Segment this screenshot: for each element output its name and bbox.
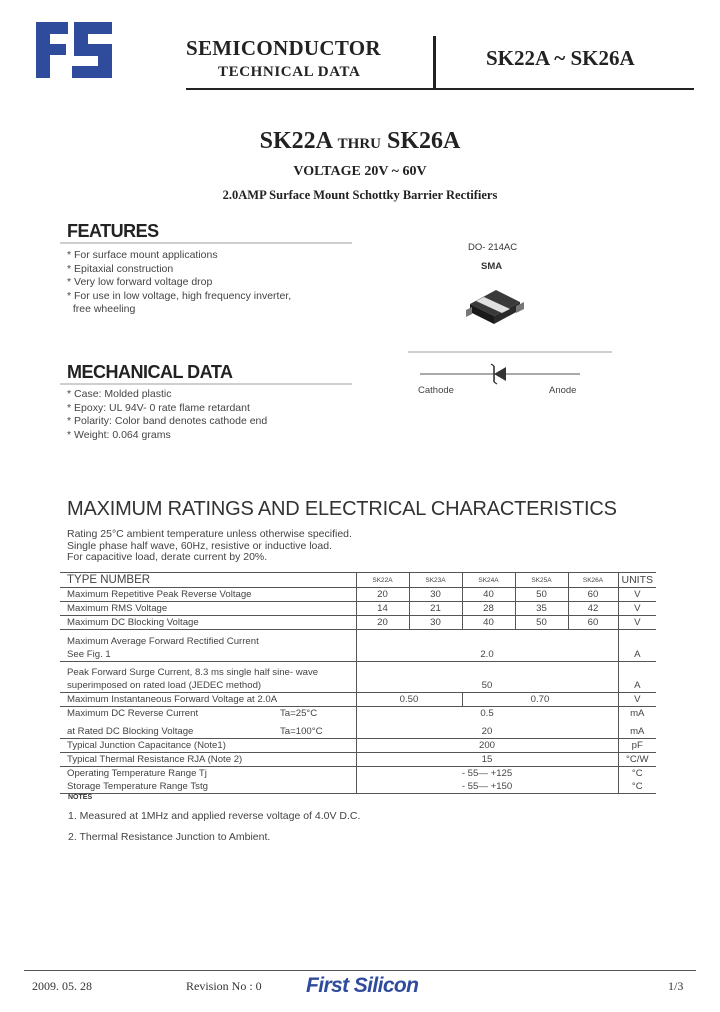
note-1: 1. Measured at 1MHz and applied reverse voltage of 4.0V D.C. (68, 810, 361, 822)
type-number-header: TYPE NUMBER (60, 573, 356, 588)
features-heading: FEATURES (67, 221, 159, 241)
package-rule (408, 351, 612, 353)
table-row: Typical Thermal Resistance RJA (Note 2) 15 °C/W (60, 752, 656, 766)
col-sk26a: SK26A (568, 573, 618, 588)
footer-brand-logo: First Silicon (306, 974, 419, 997)
footer-page-number: 1/3 (668, 979, 684, 993)
list-item: * Very low forward voltage drop (67, 276, 213, 289)
company-logo (36, 22, 114, 78)
col-sk25a: SK25A (515, 573, 568, 588)
table-row: Maximum RMS Voltage 14 21 28 35 42 V (60, 602, 656, 616)
page-title (0, 128, 720, 155)
mechanical-list (67, 388, 267, 442)
table-row: Maximum Instantaneous Forward Voltage at 2.0A 0.50 0.70 V (60, 693, 656, 707)
header-rule (186, 88, 694, 90)
condition-line: For capacitive load, derate current by 20%. (67, 551, 268, 563)
table-row: Typical Junction Capacitance (Note1) 200 pF (60, 738, 656, 752)
features-list (67, 249, 291, 317)
package-image (466, 286, 524, 335)
features-rule (60, 242, 352, 244)
table-row: Maximum DC Reverse Current Ta=25°C 0.5 mA (60, 707, 656, 721)
diode-icon (420, 363, 580, 385)
ratings-table (60, 572, 656, 794)
table-header-row (60, 573, 656, 588)
list-item: * Epoxy: UL 94V- 0 rate flame retardant (67, 401, 250, 414)
condition-line: Rating 25°C ambient temperature unless otherwise specified. (67, 528, 352, 540)
notes-heading: NOTES (68, 794, 93, 801)
thru-word: THRU (337, 136, 381, 152)
voltage-range: VOLTAGE 20V ~ 60V (293, 164, 427, 179)
list-item: * For surface mount applications (67, 249, 218, 261)
condition-line: Single phase half wave, 60Hz, resistive or inductive load. (67, 539, 332, 552)
table-row: at Rated DC Blocking Voltage Ta=100°C 20 mA (60, 720, 656, 738)
company-line-1: SEMICONDUCTOR (186, 36, 381, 60)
table-row: Maximum Repetitive Peak Reverse Voltage 20 30 40 50 60 V (60, 588, 656, 602)
table-row: Storage Temperature Range Tstg - 55— +150 °C (60, 780, 656, 794)
footer-rule (24, 970, 696, 971)
part-to: SK26A (387, 128, 461, 154)
header-divider (433, 36, 436, 90)
mechanical-heading: MECHANICAL DATA (67, 362, 233, 382)
ratings-heading: MAXIMUM RATINGS AND ELECTRICAL CHARACTERISTICS (67, 498, 617, 520)
list-item: * Weight: 0.064 grams (67, 428, 171, 441)
anode-label: Anode (549, 385, 577, 396)
ratings-conditions (67, 529, 352, 564)
package-code: SMA (481, 261, 503, 272)
fs-logo-graphic (36, 22, 114, 78)
table-row: See Fig. 1 2.0 A (60, 648, 656, 662)
list-item: * For use in low voltage, high frequency inverter, (67, 289, 292, 302)
footer-revision: Revision No : 0 (186, 979, 262, 993)
note-2: 2. Thermal Resistance Junction to Ambient. (68, 831, 271, 843)
list-item: * Case: Molded plastic (67, 388, 172, 400)
table-row: Maximum Average Forward Rectified Current (60, 630, 656, 648)
table-row: Operating Temperature Range Tj - 55— +125 °C (60, 766, 656, 780)
table-row: Peak Forward Surge Current, 8.3 ms single half sine- wave (60, 661, 656, 679)
units-header: UNITS (618, 573, 656, 588)
part-from: SK22A (259, 128, 332, 154)
list-item: * Polarity: Color band denotes cathode end (67, 415, 268, 428)
list-item: free wheeling (72, 303, 136, 316)
mechanical-rule (60, 383, 352, 385)
footer-date: 2009. 05. 28 (32, 979, 92, 993)
cathode-label: Cathode (418, 385, 454, 396)
company-line-2: TECHNICAL DATA (218, 64, 361, 80)
col-sk22a: SK22A (356, 573, 409, 588)
list-item: * Epitaxial construction (67, 262, 174, 275)
col-sk23a: SK23A (409, 573, 462, 588)
product-subtitle: 2.0AMP Surface Mount Schottky Barrier Rectifiers (222, 188, 498, 202)
header-part-range: SK22A ~ SK26A (486, 46, 635, 70)
table-row: Maximum DC Blocking Voltage 20 30 40 50 60 V (60, 616, 656, 630)
col-sk24a: SK24A (462, 573, 515, 588)
package-name: DO- 214AC (468, 242, 518, 253)
sma-package-icon (466, 286, 524, 330)
table-row: superimposed on rated load (JEDEC method) 50 A (60, 679, 656, 693)
